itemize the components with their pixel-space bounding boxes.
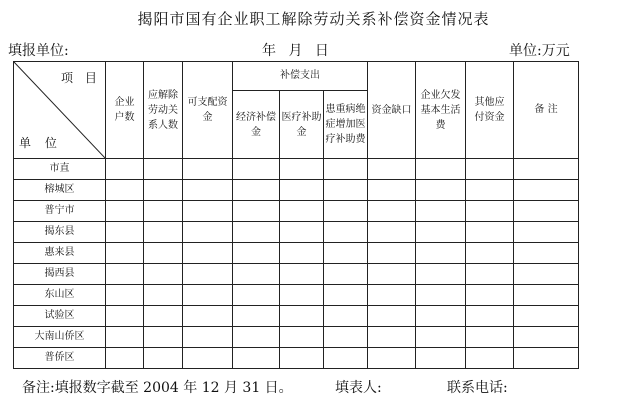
data-cell[interactable] (416, 222, 466, 243)
data-cell[interactable] (233, 285, 280, 306)
data-cell[interactable] (324, 327, 368, 348)
data-cell[interactable] (183, 243, 233, 264)
data-cell[interactable] (514, 327, 579, 348)
data-cell[interactable] (144, 159, 183, 180)
footer-note: 备注:填报数字截至 2004 年 12 月 31 日。 (22, 380, 293, 396)
header-enterprise-count: 企业户数 (106, 62, 144, 159)
data-cell[interactable] (106, 222, 144, 243)
data-cell[interactable] (368, 264, 416, 285)
data-cell[interactable] (368, 348, 416, 369)
data-cell[interactable] (466, 180, 514, 201)
data-cell[interactable] (324, 264, 368, 285)
table-row (14, 180, 579, 201)
data-cell[interactable] (324, 285, 368, 306)
data-cell[interactable] (324, 243, 368, 264)
compensation-table (13, 61, 579, 369)
data-cell[interactable] (466, 201, 514, 222)
data-cell[interactable] (233, 222, 280, 243)
data-cell[interactable] (514, 222, 579, 243)
header-compensation-group: 补偿支出 (233, 62, 368, 91)
data-cell[interactable] (144, 180, 183, 201)
data-cell[interactable] (368, 222, 416, 243)
data-cell[interactable] (368, 159, 416, 180)
unit-label: 单位:万元 (509, 43, 570, 59)
table-row (14, 159, 579, 180)
data-cell[interactable] (514, 243, 579, 264)
data-cell[interactable] (106, 180, 144, 201)
data-cell[interactable] (416, 327, 466, 348)
data-cell[interactable] (144, 285, 183, 306)
data-cell[interactable] (106, 306, 144, 327)
data-cell[interactable] (466, 222, 514, 243)
data-cell[interactable] (416, 180, 466, 201)
data-cell[interactable] (324, 222, 368, 243)
row-unit-label: 惠来县 (14, 243, 106, 264)
data-cell[interactable] (416, 159, 466, 180)
data-cell[interactable] (466, 243, 514, 264)
header-economic-compensation: 经济补偿金 (233, 91, 280, 159)
data-cell[interactable] (514, 285, 579, 306)
data-cell[interactable] (514, 264, 579, 285)
data-cell[interactable] (280, 264, 324, 285)
data-cell[interactable] (514, 180, 579, 201)
footer-filler-label: 填表人: (335, 380, 382, 396)
data-cell[interactable] (183, 264, 233, 285)
data-cell[interactable] (106, 327, 144, 348)
data-cell[interactable] (514, 201, 579, 222)
table-row (14, 285, 579, 306)
data-cell[interactable] (368, 180, 416, 201)
data-cell[interactable] (324, 201, 368, 222)
header-remarks: 备 注 (514, 62, 579, 159)
data-cell[interactable] (280, 159, 324, 180)
row-unit-label: 东山区 (14, 285, 106, 306)
corner-unit-label: 单 位 (19, 136, 62, 150)
data-cell[interactable] (106, 348, 144, 369)
data-cell[interactable] (416, 243, 466, 264)
reporting-unit-label: 填报单位: (8, 43, 69, 59)
corner-item-label: 项 目 (61, 71, 101, 85)
data-cell[interactable] (514, 159, 579, 180)
data-cell[interactable] (324, 306, 368, 327)
data-cell[interactable] (416, 306, 466, 327)
row-unit-label: 市直 (14, 159, 106, 180)
data-cell[interactable] (233, 243, 280, 264)
data-cell[interactable] (233, 159, 280, 180)
data-cell[interactable] (183, 159, 233, 180)
data-cell[interactable] (183, 222, 233, 243)
data-cell[interactable] (368, 285, 416, 306)
data-cell[interactable] (280, 327, 324, 348)
header-medical-subsidy: 医疗补助金 (280, 91, 324, 159)
data-cell[interactable] (466, 348, 514, 369)
data-cell[interactable] (144, 348, 183, 369)
data-cell[interactable] (466, 327, 514, 348)
header-other-funds: 其他应付资金 (466, 62, 514, 159)
table-row (14, 306, 579, 327)
data-cell[interactable] (106, 201, 144, 222)
data-cell[interactable] (144, 222, 183, 243)
data-cell[interactable] (106, 285, 144, 306)
data-cell[interactable] (144, 327, 183, 348)
data-cell[interactable] (368, 243, 416, 264)
form-title: 揭阳市国有企业职工解除劳动关系补偿资金情况表 (137, 10, 490, 28)
data-cell[interactable] (144, 306, 183, 327)
data-cell[interactable] (416, 348, 466, 369)
data-cell[interactable] (514, 348, 579, 369)
data-cell[interactable] (144, 201, 183, 222)
header-fund-gap: 资金缺口 (368, 62, 416, 159)
row-unit-label: 揭西县 (14, 264, 106, 285)
table-row (14, 264, 579, 285)
data-cell[interactable] (324, 348, 368, 369)
data-cell[interactable] (466, 285, 514, 306)
data-cell[interactable] (233, 306, 280, 327)
data-cell[interactable] (514, 306, 579, 327)
data-cell[interactable] (233, 348, 280, 369)
table-row (14, 327, 579, 348)
data-cell[interactable] (280, 180, 324, 201)
data-cell[interactable] (416, 264, 466, 285)
data-cell[interactable] (106, 264, 144, 285)
data-cell[interactable] (183, 327, 233, 348)
data-cell[interactable] (106, 243, 144, 264)
data-cell[interactable] (324, 180, 368, 201)
data-cell[interactable] (368, 201, 416, 222)
data-cell[interactable] (183, 348, 233, 369)
row-unit-label: 大南山侨区 (14, 327, 106, 348)
row-unit-label: 普侨区 (14, 348, 106, 369)
header-disposable-funds: 可支配资金 (183, 62, 233, 159)
data-cell[interactable] (466, 159, 514, 180)
data-cell[interactable] (324, 159, 368, 180)
row-unit-label: 揭东县 (14, 222, 106, 243)
data-cell[interactable] (280, 201, 324, 222)
data-cell[interactable] (233, 180, 280, 201)
data-cell[interactable] (280, 243, 324, 264)
data-cell[interactable] (233, 327, 280, 348)
data-cell[interactable] (368, 327, 416, 348)
data-cell[interactable] (368, 306, 416, 327)
header-serious-illness: 患重病绝症增加医疗补助费 (324, 91, 368, 159)
data-cell[interactable] (183, 306, 233, 327)
data-cell[interactable] (466, 306, 514, 327)
table-row (14, 222, 579, 243)
data-cell[interactable] (144, 243, 183, 264)
data-cell[interactable] (106, 159, 144, 180)
data-cell[interactable] (280, 222, 324, 243)
table-row (14, 243, 579, 264)
data-cell[interactable] (144, 264, 183, 285)
data-cell[interactable] (233, 264, 280, 285)
corner-header-cell (14, 62, 106, 159)
header-living-expenses: 企业欠发基本生活费 (416, 62, 466, 159)
data-cell[interactable] (280, 285, 324, 306)
data-cell[interactable] (233, 201, 280, 222)
data-cell[interactable] (280, 306, 324, 327)
table-row (14, 348, 579, 369)
data-cell[interactable] (416, 285, 466, 306)
data-cell[interactable] (183, 285, 233, 306)
data-cell[interactable] (183, 180, 233, 201)
row-unit-label: 试验区 (14, 306, 106, 327)
data-cell[interactable] (280, 348, 324, 369)
data-cell[interactable] (183, 201, 233, 222)
footer-phone-label: 联系电话: (447, 380, 508, 396)
table-row (14, 201, 579, 222)
date-label: 年 月 日 (262, 43, 329, 59)
header-terminated-count: 应解除劳动关系人数 (144, 62, 183, 159)
data-cell[interactable] (416, 201, 466, 222)
data-cell[interactable] (466, 264, 514, 285)
row-unit-label: 榕城区 (14, 180, 106, 201)
row-unit-label: 普宁市 (14, 201, 106, 222)
